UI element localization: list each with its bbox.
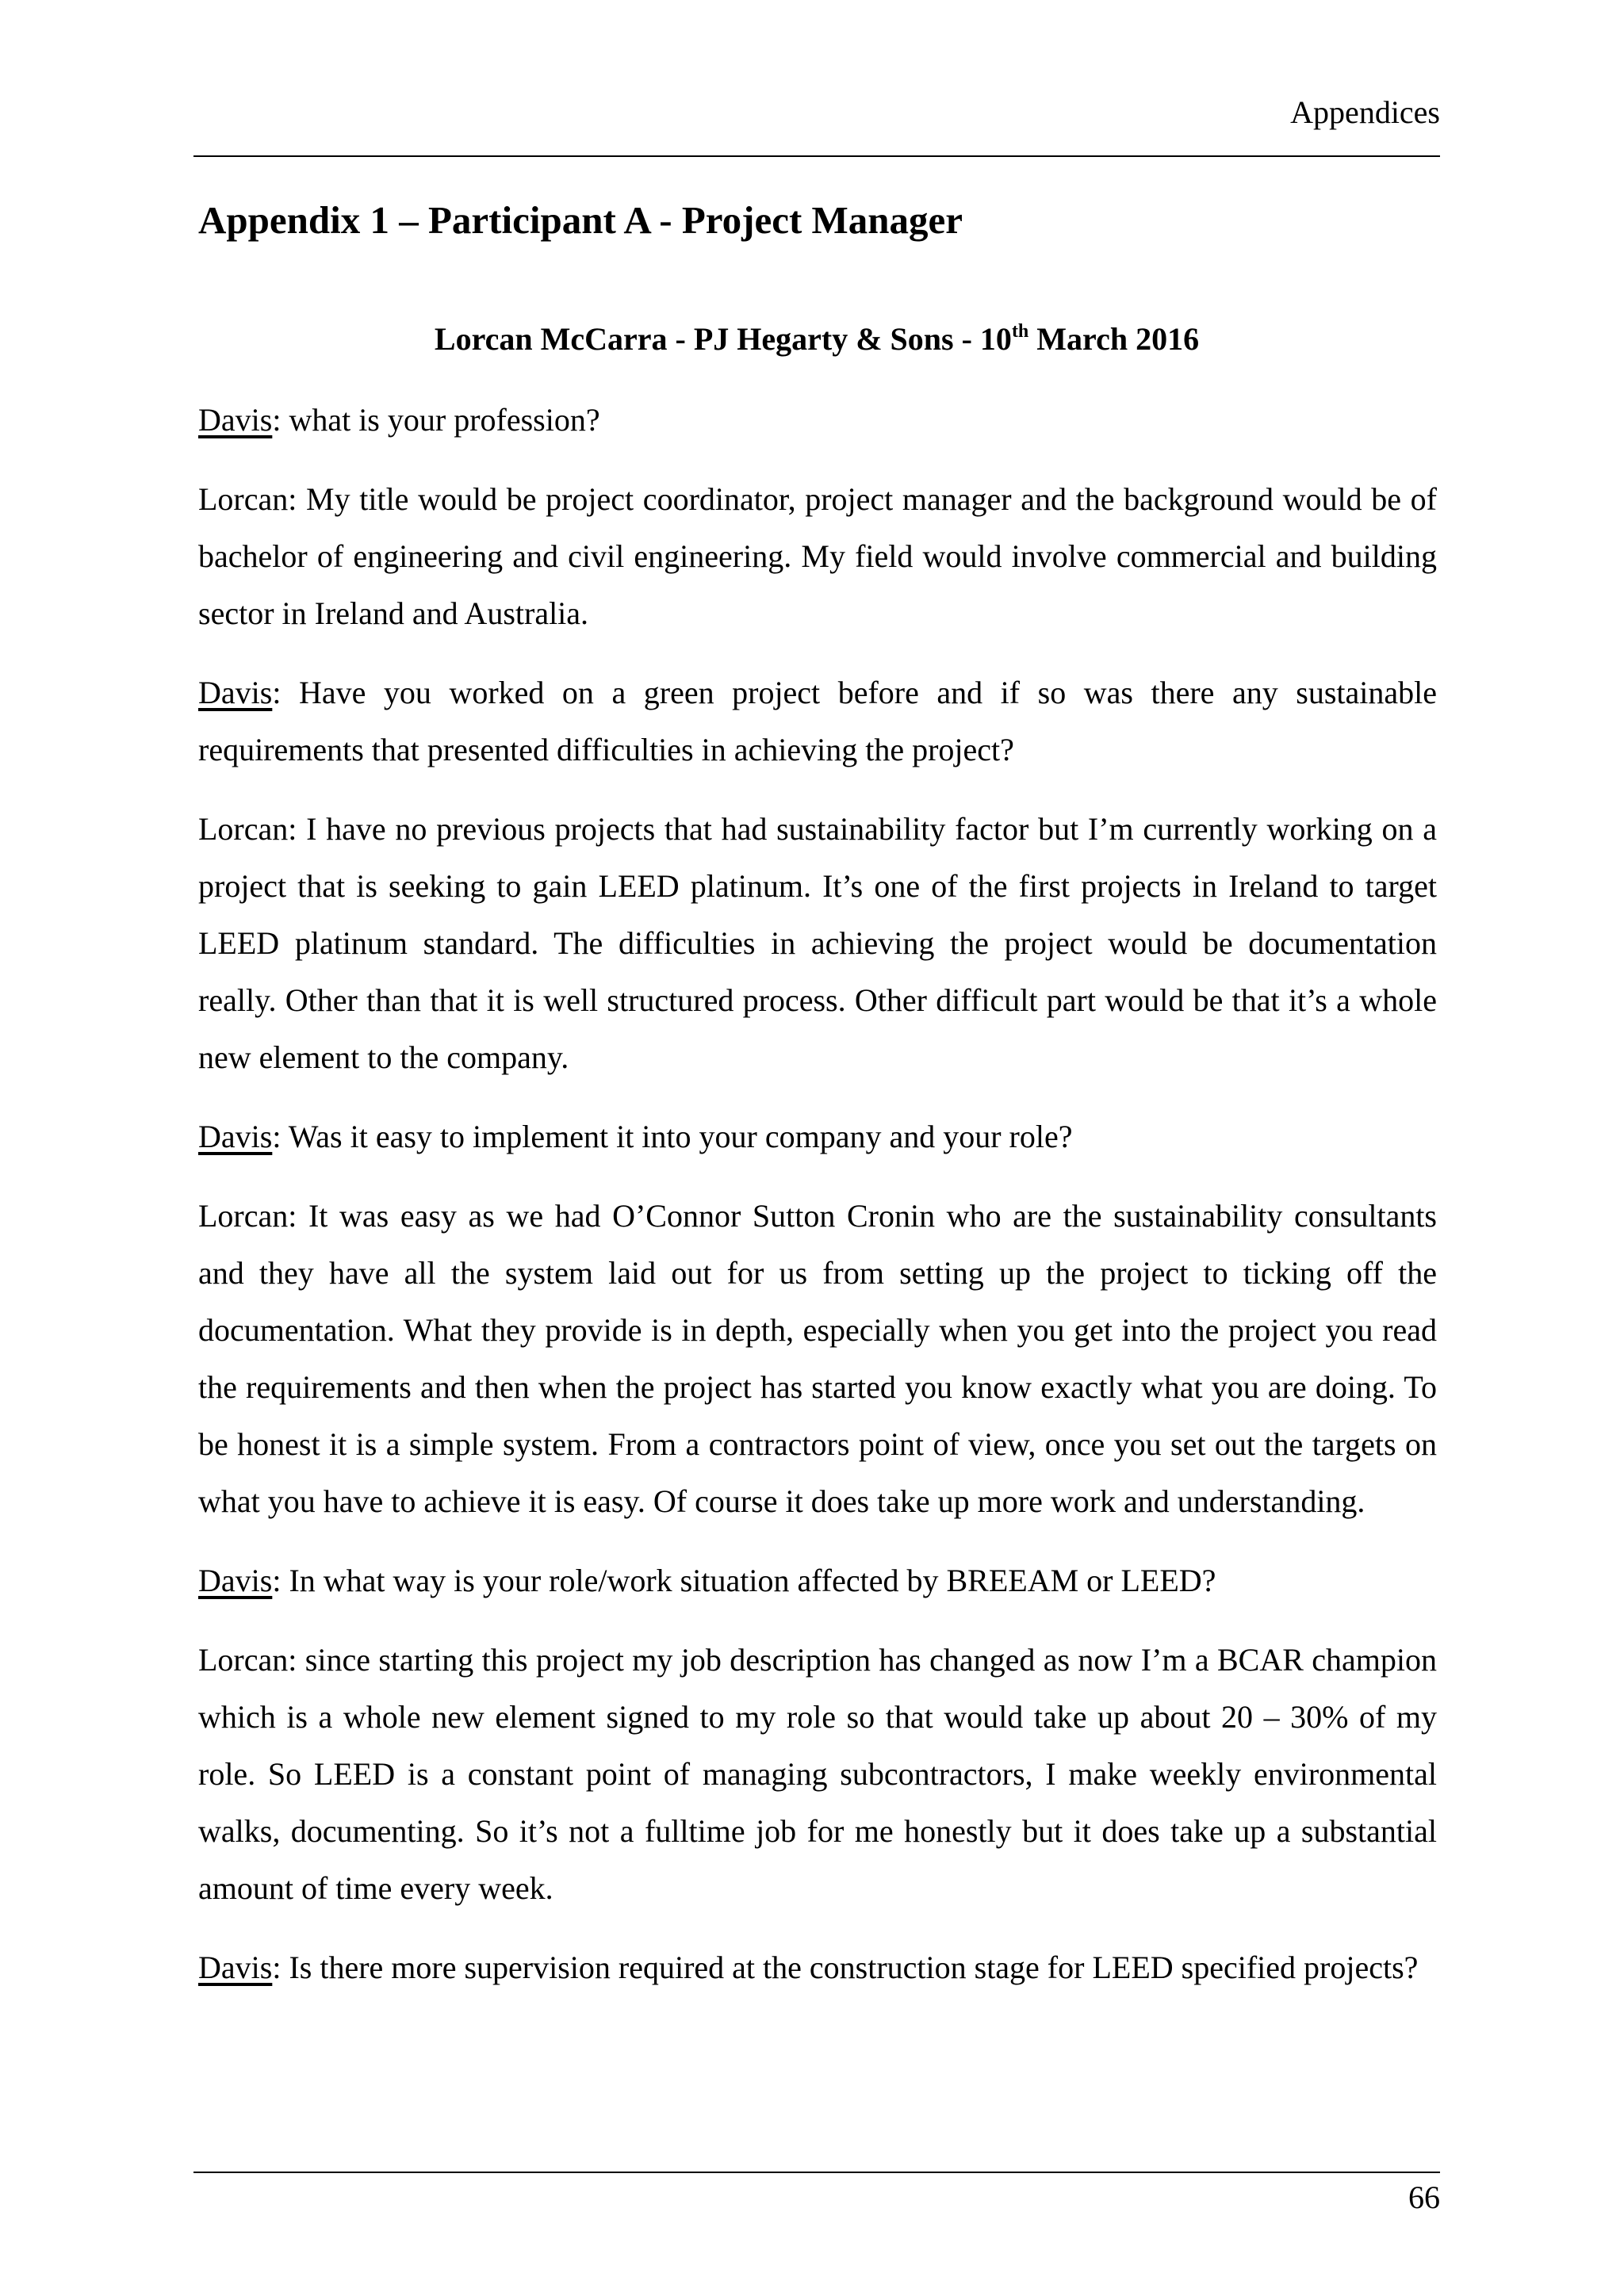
entry-text: : Have you worked on a green project before and if so was there any sustainable requirements that presented difficulties in achieving the project?	[198, 675, 1437, 767]
interview-heading	[193, 319, 1440, 360]
interview-heading-prefix: Lorcan McCarra - PJ Hegarty & Sons - 10	[434, 321, 1012, 357]
speaker-label: Davis	[198, 1119, 273, 1154]
header-rule	[193, 155, 1440, 157]
interview-heading-suffix: March 2016	[1028, 321, 1200, 357]
entry-text: : Was it easy to implement it into your company and your role?	[272, 1119, 1073, 1154]
speaker-label: Davis	[198, 1563, 273, 1598]
entry-text: : since starting this project my job description has changed as now I’m a BCAR champion which is a whole new element signed to my role so that would take up about 20 – 30% of my role. So LEED is a constant point of managing subcontractors, I make weekly environmental walks, documenting. So it’s not a fulltime job for me honestly but it does take up a substantial amount of time every week.	[198, 1642, 1437, 1906]
speaker-label: Davis	[198, 675, 273, 710]
entry-text: : My title would be project coordinator, project manager and the background would be of bachelor of engineering and civil engineering. My field would involve commercial and building sector in Ireland and Australia.	[198, 481, 1437, 631]
speaker-label: Lorcan	[198, 1198, 289, 1234]
footer-rule	[193, 2172, 1440, 2173]
speaker-label: Davis	[198, 1950, 273, 1985]
interview-transcript	[198, 392, 1437, 2019]
speaker-label: Davis	[198, 402, 273, 438]
speaker-label: Lorcan	[198, 811, 289, 847]
transcript-entry-davis	[198, 1108, 1437, 1165]
entry-text: : I have no previous projects that had sustainability factor but I’m currently working on a project that is seeking to gain LEED platinum. It’s one of the first projects in Ireland to target LEED platinum standard. The difficulties in achieving the project would be documentation really. Other than that it is well structured process. Other difficult part would be that it’s a whole new element to the company.	[198, 811, 1437, 1075]
entry-text: : Is there more supervision required at the construction stage for LEED specified projects?	[272, 1950, 1419, 1985]
transcript-entry-davis	[198, 1552, 1437, 1609]
speaker-label: Lorcan	[198, 481, 289, 517]
entry-text: : In what way is your role/work situation affected by BREEAM or LEED?	[272, 1563, 1216, 1598]
appendix-title: Appendix 1 – Participant A - Project Manager	[198, 198, 963, 242]
transcript-entry-lorcan	[198, 1188, 1437, 1530]
transcript-entry-davis	[198, 392, 1437, 449]
transcript-entry-lorcan	[198, 471, 1437, 642]
transcript-entry-lorcan	[198, 1632, 1437, 1917]
transcript-entry-davis	[198, 664, 1437, 779]
running-header: Appendices	[1290, 94, 1440, 130]
speaker-label: Lorcan	[198, 1642, 289, 1678]
transcript-entry-lorcan	[198, 801, 1437, 1086]
transcript-entry-davis	[198, 1939, 1437, 1996]
page-number: 66	[1408, 2179, 1440, 2215]
interview-heading-superscript: th	[1011, 321, 1029, 342]
entry-text: : what is your profession?	[272, 402, 600, 438]
entry-text: : It was easy as we had O’Connor Sutton Cronin who are the sustainability consultants and they have all the system laid out for us from setting up the project to ticking off the documentation. What they provide is in depth, especially when you get into the project you read the requirements and then when the project has started you know exactly what you are doing. To be honest it is a simple system. From a contractors point of view, once you set out the targets on what you have to achieve it is easy. Of course it does take up more work and understanding.	[198, 1198, 1437, 1519]
